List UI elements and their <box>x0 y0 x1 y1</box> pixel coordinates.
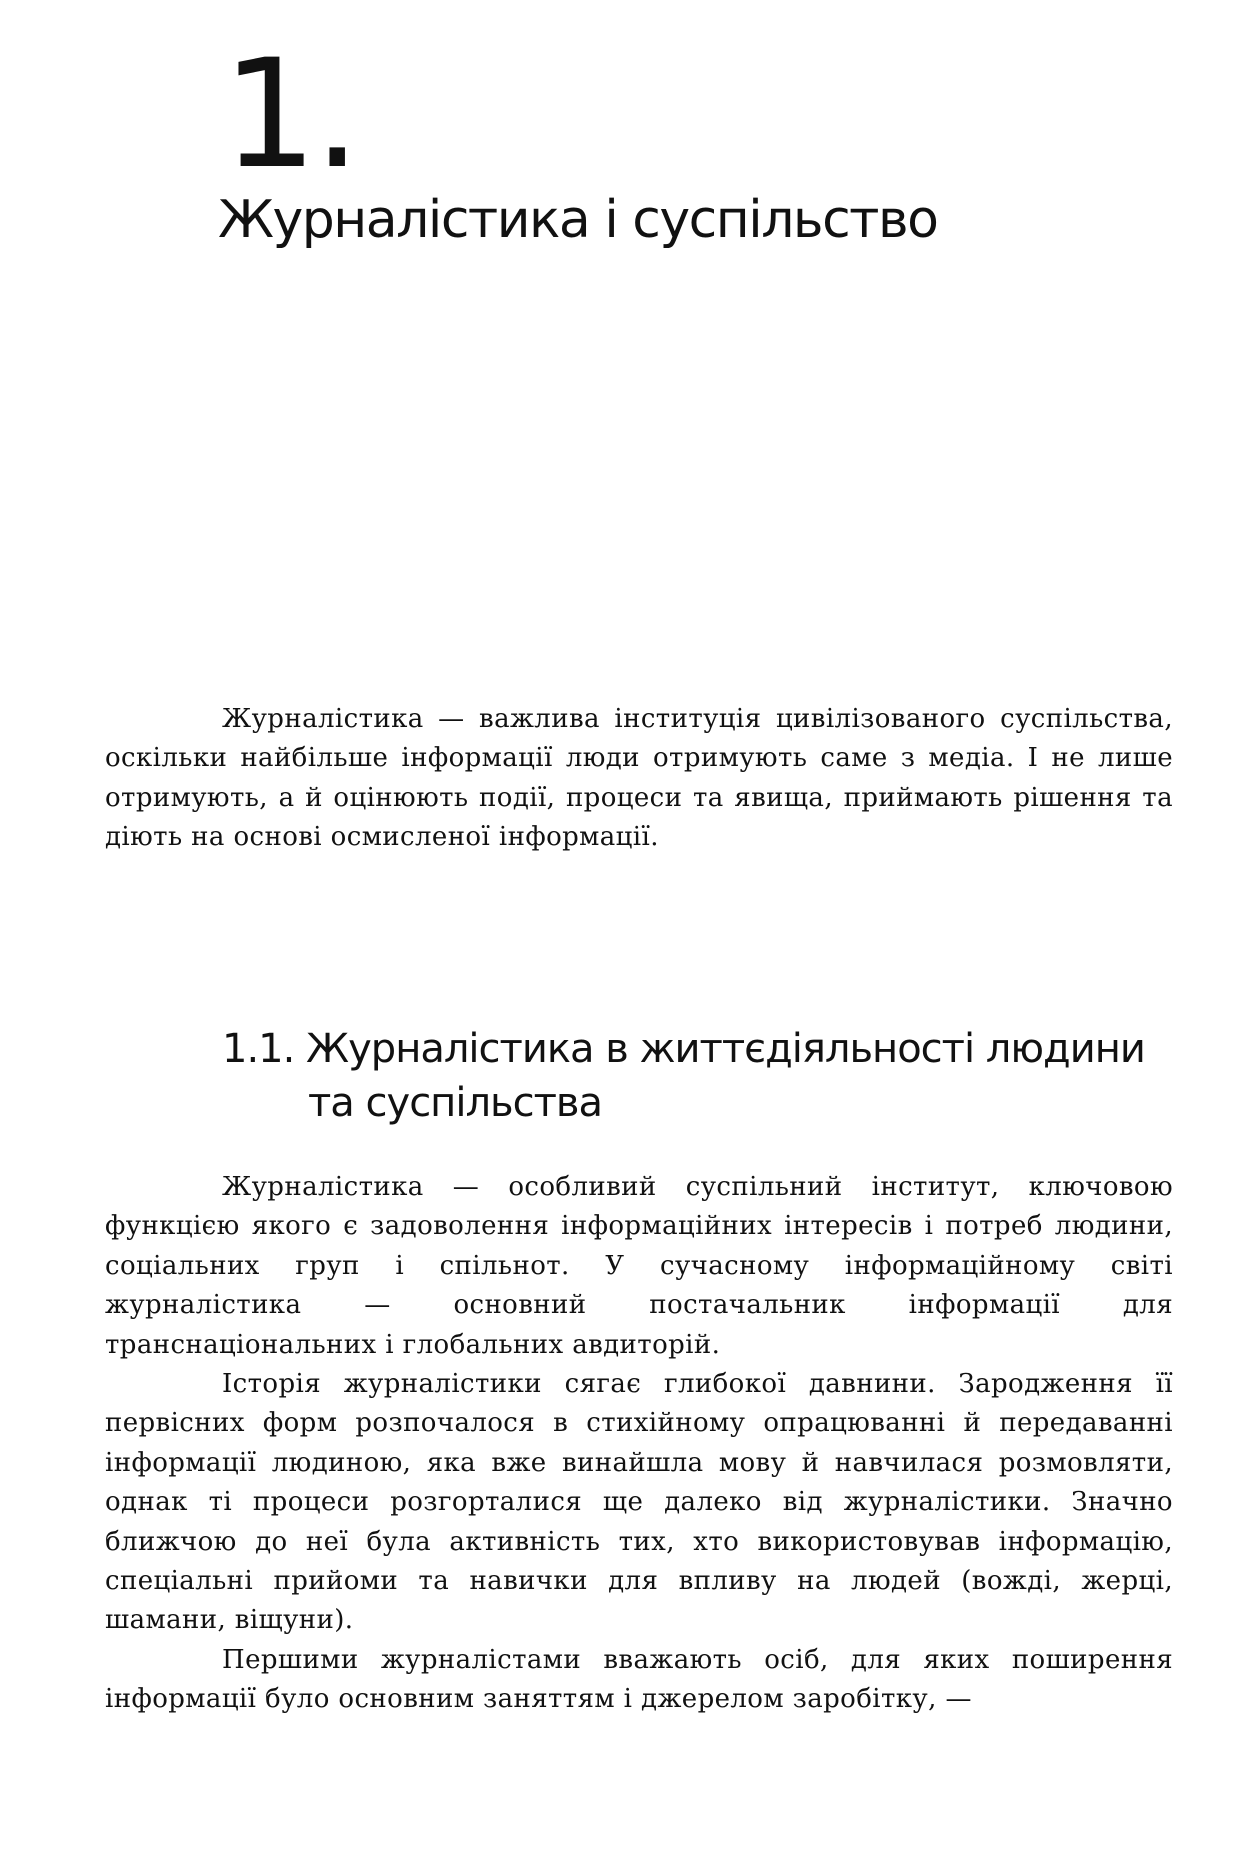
chapter-title: Журналістика і суспільство <box>218 190 938 250</box>
section-heading-line-2: та суспільства <box>308 1080 602 1126</box>
chapter-number: 1. <box>222 28 358 202</box>
body-paragraph-3: Першими журналістами вважають осіб, для яких поширення інформації було основним заняттям і джерелом заробітку, — <box>105 1644 1173 1715</box>
section-body <box>105 1168 1173 1720</box>
body-paragraph-2: Історія журналістики сягає глибокої давнини. Зародження її первісних форм розпочалося в стихійному опрацюванні й передаванні інформації людиною, яка вже винайшла мову й навчилася розмовляти, однак ті процеси розгорталися ще далеко від журналістики. Значно ближчою до неї була активність тих, хто використовував інформацію, спеціальні прийоми та навички для впливу на людей (вожді, жерці, шамани, віщуни). <box>105 1369 1173 1636</box>
section-heading-line-1: 1.1. Журналістика в життєдіяльності людини <box>222 1026 1145 1072</box>
section-heading <box>222 1022 1182 1130</box>
intro-paragraph: Журналістика — важлива інституція цивілізованого суспільства, оскільки найбільше інформації люди отримують саме з медіа. І не лише отримують, а й оцінюють події, процеси та явища, приймають рішення та діють на основі осмисленої інформації. <box>105 704 1173 853</box>
body-paragraph-1: Журналістика — особливий суспільний інститут, ключовою функцією якого є задоволення інформаційних інтересів і потреб людини, соціальних груп і спільнот. У сучасному інформаційному світі журналістика — основний постачальник інформації для транснаціональних і глобальних авдиторій. <box>105 1172 1173 1360</box>
